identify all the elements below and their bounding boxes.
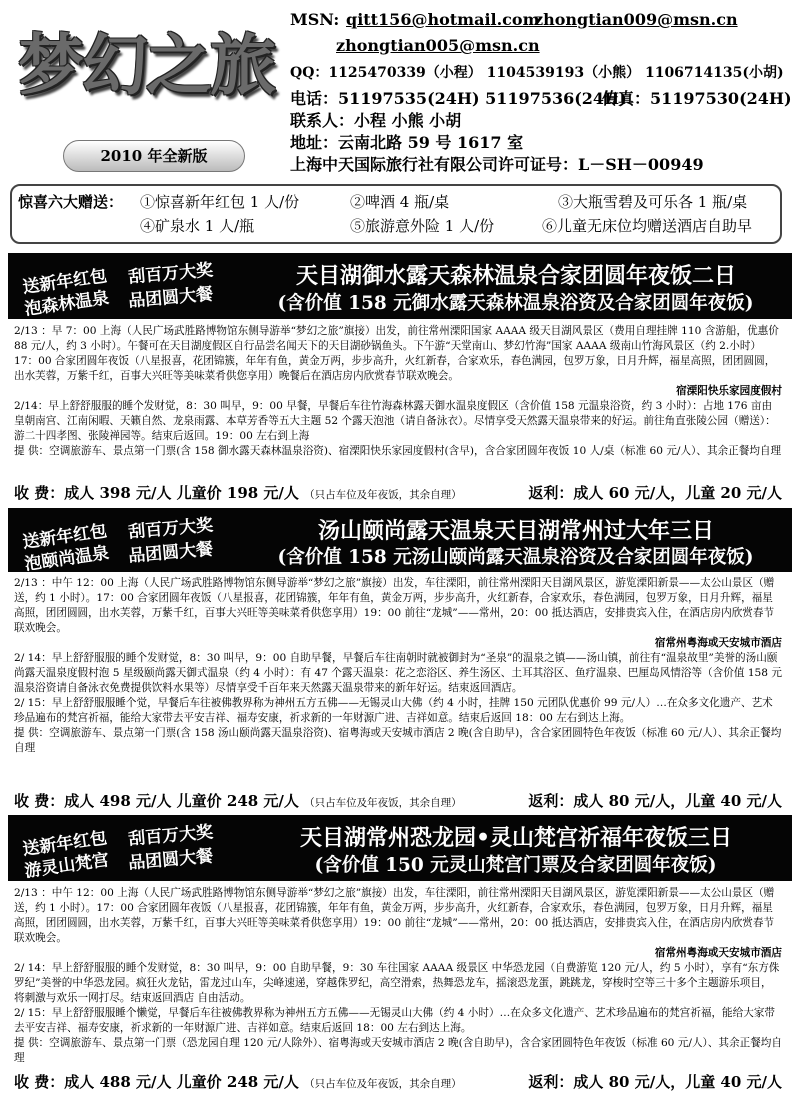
tour-2-price [14,790,782,811]
tour-3-tag-redpacket: 送新年红包 [21,828,109,860]
tour-1-day-1: 2/13 ：早 7：00 上海（人民广场武胜路博物馆东侧导游举“梦幻之旅”旗接）出发，前往常州溧阳国家 AAAA 级天目湖风景区（费用自理挂牌 110 含游船，优惠价 88 元/人，约 3 小时）。午餐可在天目湖度假区自行品尝名闻天下的天目湖砂锅鱼头。下午游“天堂南山、梦幻竹海”国家 AAAA 级南山竹海风景区（约 2.小时）17：00 合家团圆年夜饭（八星报喜，花团锦簇，年年有鱼，黄金万两，步步高升，火红新春，合家欢乐，春色满园，包罗万象，日月升辉，福星高照，团团圆圆，出水芙蓉，万紫千红，百事大兴旺等美味菜肴供您享用）晚餐后在酒店房内欣赏春节联欢晚会。 [14,325,779,382]
phone-numbers: 电话：51197535(24H) 51197536(24H) [290,89,627,108]
office-address: 地址：云南北路 59 号 1617 室 [290,133,524,152]
tour-3-day-1: 2/13 ：中午 12：00 上海（人民广场武胜路博物馆东侧导游举“梦幻之旅”旗接）出发，车往溧阳，前往常州溧阳天目湖风景区，游览溧阳新景——太公山景区（赠送，约 1 小时）。17：00 合家团圆年夜饭（八星报喜，花团锦簇，年年有鱼，黄金万两，步步高升，火红新春，合家欢乐，春色满园，包罗万象，日月升辉，福星高照，团团圆圆，出水芙蓉，万紫千红，百事大兴旺等美味菜肴供您享用）19：00 前往“龙城”——常州，20：00 抵达酒店，安排贵宾入住，在酒店房内欣赏春节联欢晚会。 [14,887,775,944]
tour-1-tag-hotspring: 泡森林温泉 [23,288,111,320]
gift-item-4: ④矿泉水 1 人/瓶 [140,217,255,235]
tour-2-fee: 收 费：成人 498 元/人 儿童价 248 元/人 [14,792,299,810]
tour-2-subtitle: (含价值 158 元汤山颐尚露天温泉浴资及合家团圆年夜饭) [277,547,754,568]
tour-3-day-3: 2/ 15：早上舒舒服服睡个懒觉，早餐后车往被佛教界称为神州五方五佛——无锡灵山大佛（约 4 小时）…在众多文化遗产、艺术珍品遍布的梵宫祈福，能给大家带去平安吉祥、福寿安康，祈求新的一年财源广进、吉祥如意。结束后返回 18：00 左右到达上海。 [14,1007,776,1034]
tour-1-banner [8,253,792,319]
gift-item-3: ③大瓶雪碧及可乐各 1 瓶/桌 [558,193,748,211]
tour-2-child-note: （只占车位及年夜饭，其余自理） [304,797,462,809]
tour-1-day-2: 2/14：早上舒舒服服的睡个发财觉，8：30 叫早，9：00 早餐，早餐后车往竹海森林露天御水温泉度假区（含价值 158 元温泉浴资，约 3 小时）：占地 176 亩由皇朝南宫、江南闲暇、天籁自然、龙泉雨露、本草芳香等五大主题 52 个露天泡池（请自备泳衣）。尽情享受天然露天温泉带来的好运。前往角直张陵公园（赠送）：游二十四孝图、张陵禅园等。结束后返回。19：00 左右到上海 [14,400,776,442]
tour-3-rebate: 返利：成人 80 元/人，儿童 40 元/人 [528,1073,782,1091]
fax-number: 传真：51197530(24H) [602,89,792,108]
tour-2-day-3: 2/ 15：早上舒舒服服睡个觉，早餐后车往被佛教界称为神州五方五佛——无锡灵山大佛（约 4 小时，挂牌 150 元团队优惠价 99 元/人）…在众多文化遗产、艺术珍品遍布的梵宫祈福，能给大家带去平安吉祥、福寿安康，祈求新的一年财源广进、吉祥如意。结束后返回 18：00 左右到达上海。 [14,697,773,724]
tour-2-provide: 提 供：空调旅游车、景点第一门票(含 158 汤山颐尚露天温泉浴资)、宿粤海或天安城市酒店 2 晚(含自助早)，含合家团圆特色年夜饭（标准 60 元/人）、其余正餐均自理 [14,727,782,754]
gift-item-5: ⑤旅游意外险 1 人/份 [350,217,495,235]
tour-3-price [14,1071,782,1092]
tour-1-subtitle: (含价值 158 元御水露天森林温泉浴资及合家团圆年夜饭) [277,293,754,314]
gifts-label: 惊喜六大赠送： [18,193,124,211]
tour-2-hotel-1: 宿常州粤海或天安城市酒店 [654,637,782,649]
tour-1-itinerary [14,324,782,459]
tour-2-itinerary [14,576,782,756]
tour-1-tag-dinner: 品团圆大餐 [127,284,214,312]
tour-1-provide: 提 供：空调旅游车、景点第一门票(含 158 御水露天森林温泉浴资)、宿溧阳快乐家园度假村(含早)，含合家团圆年夜饭 10 人/桌（标准 60 元/人）、其余正餐均自理 [14,445,782,457]
tour-3-title: 天目湖常州恐龙园•灵山梵宫祈福年夜饭三日 [299,825,733,851]
tour-3-tag-lottery: 刮百万大奖 [127,822,214,850]
logo-text: 梦幻之旅 [18,27,274,104]
tour-1-child-note: （只占车位及年夜饭，其余自理） [304,489,462,501]
tour-3-banner [8,815,792,881]
tour-1-tag-redpacket: 送新年红包 [21,266,109,298]
tour-1-rebate: 返利：成人 60 元/人，儿童 20 元/人 [528,484,782,502]
tour-3-tag-temple: 游灵山梵宫 [23,850,111,882]
gifts-box [10,184,782,244]
tour-2-rebate: 返利：成人 80 元/人，儿童 40 元/人 [528,792,782,810]
license-number: 上海中天国际旅行社有限公司许可证号：L－SH－00949 [290,155,704,174]
gift-item-6: ⑥儿童无床位均赠送酒店自助早 [542,217,753,235]
tour-3-fee: 收 费：成人 488 元/人 儿童价 248 元/人 [14,1073,299,1091]
tour-2-banner [8,508,792,575]
tour-2-tag-dinner: 品团圆大餐 [127,539,214,567]
brand-logo [18,12,276,165]
tour-1-tag-lottery: 刮百万大奖 [127,260,214,288]
tour-1-title: 天目湖御水露天森林温泉合家团圆年夜饭二日 [295,263,736,289]
msn-email-3[interactable]: zhongtian005@msn.cn [336,36,540,55]
tour-2-tag-hotspring: 泡颐尚温泉 [23,543,111,575]
tour-2-title: 汤山颐尚露天温泉天目湖常州过大年三日 [317,518,714,544]
msn-label: MSN: [290,10,340,29]
gift-item-1: ①惊喜新年红包 1 人/份 [140,193,300,211]
gift-item-2: ②啤酒 4 瓶/桌 [350,193,450,211]
tour-2-tag-lottery: 刮百万大奖 [127,515,214,543]
tour-3-hotel: 宿常州粤海或天安城市酒店 [654,947,782,959]
tour-3-provide: 提 供：空调旅游车、景点第一门票（恐龙园自理 120 元/人除外）、宿粤海或天安城市酒店 2 晚(含自助早)，含合家团圆特色年夜饭（标准 60 元/人）、其余正餐均自理 [14,1037,782,1064]
tour-2-day-1: 2/13 ：中午 12：00 上海（人民广场武胜路博物馆东侧导游举“梦幻之旅”旗接）出发，车往溧阳，前往常州溧阳天目湖风景区，游览溧阳新景——太公山景区（赠送，约 1 小时）。17：00 合家团圆年夜饭（八星报喜，花团锦簇，年年有鱼，黄金万两，步步高升，火红新春，合家欢乐，春色满园，包罗万象，日月升辉，福星高照，团团圆圆，出水芙蓉，万紫千红，百事大兴旺等美味菜肴供您享用）19：00 前往“龙城”——常州，20：00 抵达酒店，安排贵宾入住，在酒店房内欣赏春节联欢晚会。 [14,577,775,634]
qq-numbers: QQ：1125470339（小程） 1104539193（小熊） 1106714135(小胡) [290,65,784,81]
tour-3-child-note: （只占车位及年夜饭，其余自理） [304,1078,462,1090]
msn-email-2[interactable]: zhongtian009@msn.cn [534,10,738,29]
tour-3-subtitle: (含价值 150 元灵山梵宫门票及合家团圆年夜饭) [314,855,717,876]
tour-3-itinerary [14,886,782,1066]
tour-1-hotel: 宿溧阳快乐家园度假村 [676,385,782,397]
tour-1-price [14,482,782,503]
tour-2-tag-redpacket: 送新年红包 [21,521,109,553]
msn-email-1[interactable]: qitt156@hotmail.com [346,10,540,29]
tour-1-fee: 收 费：成人 398 元/人 儿童价 198 元/人 [14,484,299,502]
tour-3-day-2: 2/ 14：早上舒舒服服的睡个发财觉，8：30 叫早，9：00 自助早餐，9：30 车往国家 AAAA 级景区 中华恐龙园（自费游览 120 元/人，约 5 小时），享有“东方侏罗纪”美誉的中华恐龙园。疯狂火龙钻，雷龙过山车，尖峰速递，穿越侏罗纪，高空滑索，热舞恐龙车，摇滚恐龙蛋，跳跳龙，穿梭时空等三十多个主题游乐项目，将刺激与欢乐一网打尽。结束返回酒店 自由活动。 [14,962,780,1004]
contact-persons: 联系人：小程 小熊 小胡 [290,111,462,130]
tour-2-day-2: 2/ 14：早上舒舒服服的睡个发财觉，8：30 叫早，9：00 自助早餐，早餐后车往南朝时就被御封为“圣泉”的温泉之镇——汤山镇，前往有“温泉故里”美誉的汤山颐尚露天温泉度假村泡 5 星级颐尚露天御式温泉（约 4 小时）：有 47 个露天温泉：花之恋浴区、养生汤区、土耳其浴区、鱼疗温泉、巴厘岛风情浴等（含价值 158 元温泉浴资请自备泳衣免费提供饮料水果等）尽情享受千百年来天然露天温泉带来的新年好运。结束返回酒店。 [14,652,783,694]
tour-3-tag-dinner: 品团圆大餐 [127,846,214,874]
edition-badge: 2010 年全新版 [63,140,245,172]
